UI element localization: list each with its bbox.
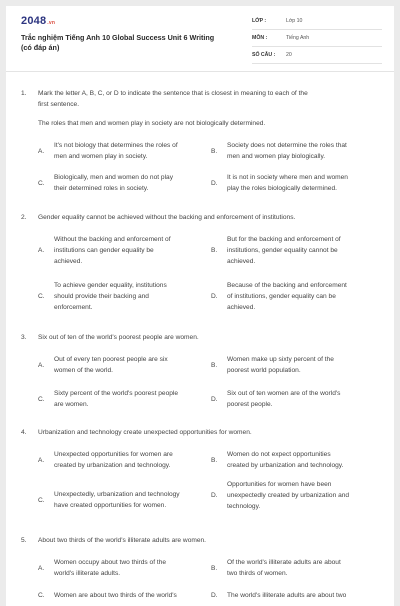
option-text[interactable]: Women do not expect opportunities [227, 451, 331, 458]
option-letter: C. [38, 395, 45, 403]
option-letter: C. [38, 592, 45, 599]
option-letter: D. [211, 293, 218, 300]
option-text[interactable]: created by urbanization and technology. [227, 462, 344, 469]
meta-subject-label: MÔN : [252, 35, 268, 41]
option-text[interactable]: achieved. [54, 258, 83, 265]
option-text[interactable]: Without the backing and enforcement of [54, 236, 171, 243]
option-text[interactable]: It is not in society where men and women [227, 174, 348, 181]
option-letter: D. [211, 492, 218, 499]
meta-class [252, 16, 382, 30]
option-text[interactable]: women of the world. [54, 367, 114, 374]
option-text[interactable]: Society does not determine the roles that [227, 142, 347, 149]
option-text[interactable]: Out of every ten poorest people are six [54, 356, 168, 363]
option-letter: B. [211, 147, 218, 155]
question-number: 4. [21, 429, 27, 436]
option-letter: B. [211, 564, 218, 572]
site-logo[interactable]: 2048.vn [21, 15, 56, 27]
question-prompt: Gender equality cannot be achieved without the backing and enforcement of institutions. [38, 214, 296, 221]
option-text[interactable]: poorest people. [227, 401, 273, 408]
option-text[interactable]: world's illiterate adults. [54, 570, 121, 577]
question-prompt: About two thirds of the world's illiterate adults are women. [38, 537, 207, 544]
meta-subject [252, 33, 382, 47]
option-letter: A. [38, 564, 45, 572]
option-text[interactable]: Because of the backing and enforcement [227, 282, 347, 289]
option-text[interactable]: To achieve gender equality, institutions [54, 282, 167, 289]
option-letter: B. [211, 361, 218, 369]
option-text[interactable]: The world's illiterate adults are about two [227, 592, 347, 599]
option-letter: B. [211, 247, 218, 254]
option-text[interactable]: of institutions, gender equality can be [227, 293, 336, 300]
meta-class-value: Lớp 10 [286, 18, 303, 24]
option-letter: A. [38, 456, 45, 464]
option-text[interactable]: men and women play in society. [54, 153, 148, 160]
option-text[interactable]: enforcement. [54, 304, 93, 311]
option-text[interactable]: achieved. [227, 304, 256, 311]
question-prompt: Urbanization and technology create unexpected opportunities for women. [38, 429, 252, 436]
document-title-line-1: Trắc nghiệm Tiếng Anh 10 Global Success Unit 6 Writing [21, 33, 215, 42]
meta-count-label: SỐ CÂU : [252, 52, 276, 58]
option-text[interactable]: technology. [227, 503, 261, 510]
option-text[interactable]: Unexpected opportunities for women are [54, 451, 173, 458]
option-text[interactable]: play the roles biologically determined. [227, 185, 337, 192]
meta-count-value: 20 [286, 52, 292, 58]
document-meta [252, 16, 382, 67]
option-text[interactable]: Opportunities for women have been [227, 481, 332, 488]
option-text[interactable]: Six out of ten women are of the world's [227, 390, 341, 397]
document-title [21, 33, 236, 52]
option-text[interactable]: Women occupy about two thirds of the [54, 559, 167, 566]
worksheet-page [6, 6, 394, 606]
option-text[interactable]: Women make up sixty percent of the [227, 356, 334, 363]
question-stem: The roles that men and women play in society are not biologically determined. [38, 120, 266, 127]
worksheet-header [6, 6, 394, 64]
option-letter: C. [38, 179, 45, 187]
option-text[interactable]: Unexpectedly, urbanization and technology [54, 491, 180, 498]
option-letter: C. [38, 293, 45, 300]
question-number: 5. [21, 537, 27, 544]
question-number: 2. [21, 214, 27, 221]
option-letter: A. [38, 147, 45, 155]
option-text[interactable]: achieved. [227, 258, 256, 265]
option-text[interactable]: two thirds of women. [227, 570, 288, 577]
option-text[interactable]: have created opportunities for women. [54, 502, 167, 509]
question-number: 3. [21, 334, 27, 341]
option-text[interactable]: poorest world population. [227, 367, 301, 374]
option-text[interactable]: men and women play biologically. [227, 153, 326, 160]
question-number: 1. [21, 90, 27, 97]
meta-class-label: LỚP : [252, 18, 267, 24]
option-letter: B. [211, 456, 218, 464]
option-letter: A. [38, 247, 45, 254]
option-letter: D. [211, 592, 218, 599]
meta-subject-value: Tiếng Anh [286, 35, 310, 41]
option-text[interactable]: their determined roles in society. [54, 185, 149, 192]
option-text[interactable]: unexpectedly created by urbanization and [227, 492, 350, 499]
question-prompt: Mark the letter A, B, C, or D to indicate the sentence that is closest in meaning to each of the [38, 90, 308, 97]
option-letter: A. [38, 361, 45, 369]
option-letter: C. [38, 496, 45, 504]
option-text[interactable]: created by urbanization and technology. [54, 462, 171, 469]
option-text[interactable]: institutions can gender equality be [54, 247, 154, 254]
header-divider [6, 71, 394, 72]
option-text[interactable]: institutions, gender equality cannot be [227, 247, 338, 254]
option-text[interactable]: should provide their backing and [54, 293, 149, 300]
option-text[interactable]: Of the world's illiterate adults are about [227, 559, 341, 566]
option-text[interactable]: But for the backing and enforcement of [227, 236, 341, 243]
meta-question-count [252, 50, 382, 64]
question-prompt: Six out of ten of the world's poorest people are women. [38, 334, 199, 341]
question-prompt: first sentence. [38, 101, 80, 108]
option-letter: D. [211, 395, 218, 403]
option-text[interactable]: Women are about two thirds of the world's [54, 592, 177, 599]
option-text[interactable]: Sixty percent of the world's poorest people [54, 390, 179, 397]
option-text[interactable]: are women. [54, 401, 89, 408]
option-text[interactable]: It's not biology that determines the roles of [54, 142, 178, 149]
document-title-line-2: (có đáp án) [21, 42, 60, 52]
option-text[interactable]: Biologically, men and women do not play [54, 174, 173, 181]
option-letter: D. [211, 179, 218, 187]
